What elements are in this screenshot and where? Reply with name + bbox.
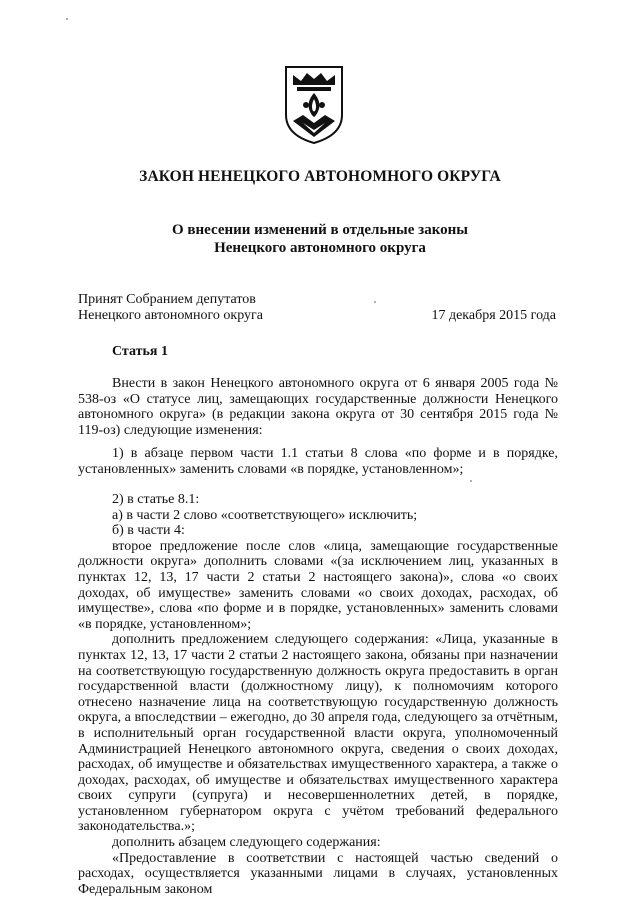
paragraph-text: 1) в абзаце первом части 1.1 статьи 8 слова «по форме и в порядке, установленных» заменить словами «в порядке, установленном»;	[78, 446, 558, 477]
article-heading: Статья 1	[112, 344, 168, 359]
paragraph-add-sentence: дополнить предложением следующего содержания: «Лица, указанные в пунктах 12, 13, 17 части 2 статьи 2 настоящего закона, обязаны при назначении на соответствующую государственную должность округа предоставить в орган государственной власти (должностному лицу), к полномочиям которого отнесено назначение лица на соответствующую государственную должность округа, а впоследствии – ежегодно, до 30 апреля года, следующего за отчётным, в исполнительный орган государственной власти округа, уполномоченный Администрацией Ненецкого автономного округа, сведения о своих доходах, расходах, об имуществе и обязательствах имущественного характера, а также о доходах, расходах, об имуществе и обязательствах имущественного характера своих супруги (супруга) и несовершеннолетних детей, в порядке, установленном губернатором округа с учётом требований федерального законодательства.»;	[78, 632, 558, 835]
coat-of-arms-emblem	[283, 65, 345, 145]
paragraph-item-2b: б) в части 4:	[112, 523, 185, 539]
adopted-by-line-2: Ненецкого автономного округа	[78, 308, 263, 323]
adoption-block	[78, 292, 558, 324]
paragraph-item-1	[78, 446, 558, 477]
scan-speck	[470, 480, 472, 482]
adoption-date: 17 декабря 2015 года	[431, 308, 556, 323]
subtitle-line-2: Ненецкого автономного округа	[214, 240, 426, 256]
scan-speck	[66, 18, 68, 20]
paragraph-item-2: 2) в статье 8.1:	[112, 492, 200, 507]
subtitle-line-1: О внесении изменений в отдельные законы	[172, 222, 468, 238]
adopted-by-line-1: Принят Собранием депутатов	[78, 292, 256, 307]
paragraph-second-sentence: второе предложение после слов «лица, замещающие государственные должности округа» дополнить словами «(за исключением лиц, указанных в пунктах 12, 13, 17 части 2 статьи 2 настоящего закона)», слова «о своих доходах, об имуществе» заменить словами «о своих доходах, расходах, об имуществе», слова «по форме и в порядке, установленных» заменить словами «в порядке, установленном»;	[78, 538, 558, 632]
law-subtitle	[0, 221, 640, 257]
scan-speck	[374, 301, 376, 303]
paragraph-group-article-8-1	[78, 492, 558, 897]
paragraph-text: Внести в закон Ненецкого автономного округа от 6 января 2005 года № 538-оз «О статусе лиц, замещающих государственные должности Ненецкого автономного округа» (в редакции закона округа от 30 сентября 2015 года № 119-оз) следующие изменения:	[78, 376, 558, 438]
paragraph-quoted-clause: «Предоставление в соответствии с настоящей частью сведений о расходах, осуществляется указанными лицами в случаях, установленных Федеральным законом	[78, 850, 558, 897]
paragraph-intro	[78, 376, 558, 438]
paragraph-add-clause: дополнить абзацем следующего содержания:	[112, 835, 381, 851]
law-title: ЗАКОН НЕНЕЦКОГО АВТОНОМНОГО ОКРУГА	[139, 168, 501, 185]
paragraph-item-2a: а) в части 2 слово «соответствующего» исключить;	[112, 507, 418, 523]
